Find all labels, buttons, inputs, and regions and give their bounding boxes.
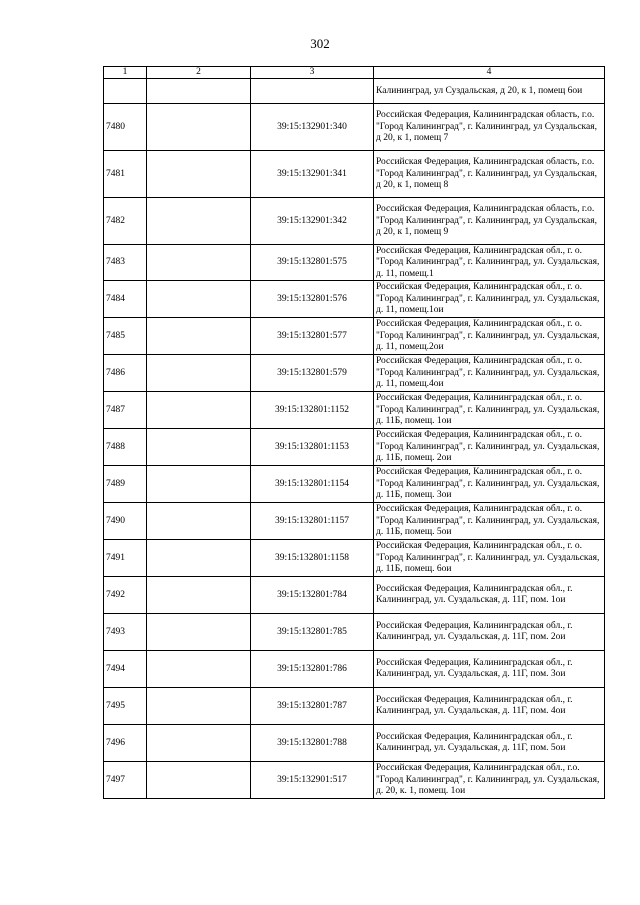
table-row: [104, 614, 605, 651]
object-address: Российская Федерация, Калининградская область, г.о. "Город Калининград", г. Калининград, ул Суздальская, д 20, к 1, помещ 8: [374, 151, 605, 198]
object-address: Российская Федерация, Калининградская обл., г. о. "Город Калининград", г. Калининград, ул. Суздальская, д. 11Б, помещ. 6ои: [374, 540, 605, 577]
row-col2: [147, 151, 251, 198]
object-address: Российская Федерация, Калининградская обл., г.о. "Город Калининград", г. Калининград, ул. Суздальская, д. 20, к. 1, помещ. 1ои: [374, 762, 605, 799]
table-row: [104, 79, 605, 104]
object-address: Российская Федерация, Калининградская обл., г. Калининград, ул. Суздальская, д. 11Г, пом. 1ои: [374, 577, 605, 614]
table-row: [104, 104, 605, 151]
row-col2: [147, 688, 251, 725]
row-col2: [147, 540, 251, 577]
row-number: 7492: [104, 577, 147, 614]
object-address: Российская Федерация, Калининградская область, г.о. "Город Калининград", г. Калининград, ул Суздальская, д 20, к 1, помещ 9: [374, 198, 605, 245]
row-number: [104, 79, 147, 104]
object-address: Российская Федерация, Калининградская обл., г. Калининград, ул. Суздальская, д. 11Г, пом. 2ои: [374, 614, 605, 651]
cadastral-number: 39:15:132901:342: [251, 198, 374, 245]
cadastral-number: 39:15:132801:1153: [251, 429, 374, 466]
table-row: [104, 725, 605, 762]
table-row: [104, 318, 605, 355]
row-col2: [147, 651, 251, 688]
row-number: 7488: [104, 429, 147, 466]
register-table: [103, 66, 605, 799]
cadastral-number: 39:15:132801:576: [251, 281, 374, 318]
cadastral-number: 39:15:132801:579: [251, 355, 374, 392]
cadastral-number: 39:15:132801:1158: [251, 540, 374, 577]
cadastral-number: 39:15:132801:577: [251, 318, 374, 355]
row-col2: [147, 503, 251, 540]
table-header-row: [104, 67, 605, 79]
object-address: Российская Федерация, Калининградская обл., г. Калининград, ул. Суздальская, д. 11Г, пом. 4ои: [374, 688, 605, 725]
table-row: [104, 688, 605, 725]
cadastral-number: 39:15:132801:786: [251, 651, 374, 688]
cadastral-number: 39:15:132801:785: [251, 614, 374, 651]
row-col2: [147, 245, 251, 281]
row-number: 7484: [104, 281, 147, 318]
row-number: 7489: [104, 466, 147, 503]
object-address: Калининград, ул Суздальская, д 20, к 1, помещ 6ои: [374, 79, 605, 104]
cadastral-number: 39:15:132901:340: [251, 104, 374, 151]
table-row: [104, 762, 605, 799]
row-col2: [147, 281, 251, 318]
table-row: [104, 651, 605, 688]
row-number: 7483: [104, 245, 147, 281]
cadastral-number: 39:15:132801:788: [251, 725, 374, 762]
row-col2: [147, 355, 251, 392]
row-col2: [147, 577, 251, 614]
table-row: [104, 245, 605, 281]
cadastral-number: [251, 79, 374, 104]
row-number: 7494: [104, 651, 147, 688]
cadastral-number: 39:15:132801:575: [251, 245, 374, 281]
table-row: [104, 466, 605, 503]
column-header-3: 3: [251, 67, 374, 79]
row-number: 7490: [104, 503, 147, 540]
table-row: [104, 198, 605, 245]
row-number: 7481: [104, 151, 147, 198]
cadastral-number: 39:15:132801:787: [251, 688, 374, 725]
row-col2: [147, 318, 251, 355]
row-col2: [147, 198, 251, 245]
cadastral-number: 39:15:132901:517: [251, 762, 374, 799]
table-row: [104, 429, 605, 466]
object-address: Российская Федерация, Калининградская обл., г. о. "Город Калининград", г. Калининград, ул. Суздальская, д. 11Б, помещ. 3ои: [374, 466, 605, 503]
object-address: Российская Федерация, Калининградская обл., г. Калининград, ул. Суздальская, д. 11Г, пом. 3ои: [374, 651, 605, 688]
cadastral-number: 39:15:132801:1152: [251, 392, 374, 429]
object-address: Российская Федерация, Калининградская обл., г. о. "Город Калининград", г. Калининград, ул. Суздальская, д. 11Б, помещ. 5ои: [374, 503, 605, 540]
row-col2: [147, 104, 251, 151]
row-number: 7497: [104, 762, 147, 799]
cadastral-number: 39:15:132801:1154: [251, 466, 374, 503]
row-col2: [147, 466, 251, 503]
row-number: 7482: [104, 198, 147, 245]
row-number: 7487: [104, 392, 147, 429]
row-number: 7480: [104, 104, 147, 151]
row-number: 7486: [104, 355, 147, 392]
page-number: 302: [310, 36, 330, 51]
object-address: Российская Федерация, Калининградская обл., г. о. "Город Калининград", г. Калининград, ул. Суздальская, д. 11Б, помещ. 1ои: [374, 392, 605, 429]
table-row: [104, 355, 605, 392]
row-col2: [147, 614, 251, 651]
cadastral-number: 39:15:132901:341: [251, 151, 374, 198]
row-number: 7485: [104, 318, 147, 355]
cadastral-number: 39:15:132801:1157: [251, 503, 374, 540]
row-number: 7493: [104, 614, 147, 651]
cadastral-number: 39:15:132801:784: [251, 577, 374, 614]
object-address: Российская Федерация, Калининградская обл., г. Калининград, ул. Суздальская, д. 11Г, пом. 5ои: [374, 725, 605, 762]
row-col2: [147, 725, 251, 762]
object-address: Российская Федерация, Калининградская обл., г. о. "Город Калининград", г. Калининград, ул. Суздальская, д. 11Б, помещ. 2ои: [374, 429, 605, 466]
row-col2: [147, 79, 251, 104]
column-header-1: 1: [104, 67, 147, 79]
table-row: [104, 281, 605, 318]
table-row: [104, 151, 605, 198]
row-number: 7495: [104, 688, 147, 725]
column-header-4: 4: [374, 67, 605, 79]
table-row: [104, 540, 605, 577]
object-address: Российская Федерация, Калининградская обл., г. о. "Город Калининград", г. Калининград, ул. Суздальская, д. 11, помещ.1ои: [374, 281, 605, 318]
row-number: 7491: [104, 540, 147, 577]
row-col2: [147, 392, 251, 429]
object-address: Российская Федерация, Калининградская обл., г. о. "Город Калининград", г. Калининград, ул. Суздальская, д. 11, помещ.4ои: [374, 355, 605, 392]
object-address: Российская Федерация, Калининградская область, г.о. "Город Калининград", г. Калининград, ул Суздальская, д 20, к 1, помещ 7: [374, 104, 605, 151]
row-col2: [147, 429, 251, 466]
table-row: [104, 577, 605, 614]
table-row: [104, 503, 605, 540]
row-col2: [147, 762, 251, 799]
object-address: Российская Федерация, Калининградская обл., г. о. "Город Калининград", г. Калининград, ул. Суздальская, д. 11, помещ.2ои: [374, 318, 605, 355]
object-address: Российская Федерация, Калининградская обл., г. о. "Город Калининград", г. Калининград, ул. Суздальская, д. 11, помещ.1: [374, 245, 605, 281]
table-row: [104, 392, 605, 429]
row-number: 7496: [104, 725, 147, 762]
column-header-2: 2: [147, 67, 251, 79]
